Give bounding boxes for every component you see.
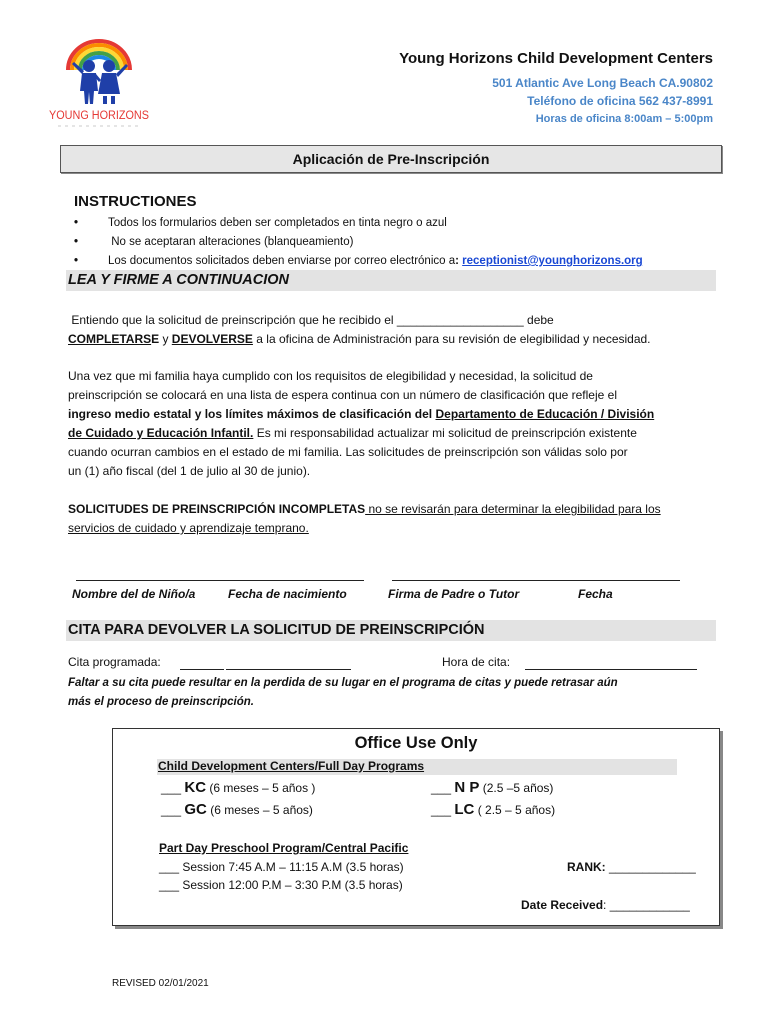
young-horizons-logo — [44, 36, 154, 131]
lea-paragraph-1: Entiendo que la solicitud de preinscripción que he recibido el ___________________ debe COMPLETARSE y DEVOLVERSE a la oficina de Administración para su revisión de elegibilidad y necesidad. — [68, 313, 651, 346]
rank-field[interactable]: RANK: _____________ — [567, 860, 696, 874]
bullet-icon: • — [74, 217, 79, 229]
scheduled-appointment-field-1[interactable] — [180, 669, 224, 670]
cita-warning: Faltar a su cita puede resultar en la perdida de su lugar en el programa de citas y puede retrasar aún más el proceso de preinscripción. — [68, 677, 618, 708]
org-phone: Teléfono de oficina 562 437-8991 — [527, 94, 713, 108]
revised-date: REVISED 02/01/2021 — [112, 978, 209, 989]
lea-paragraph-3: SOLICITUDES DE PREINSCRIPCIÓN INCOMPLETAS no se revisarán para determinar la elegibilidad para los servicios de cuidado y aprendizaje temprano. — [68, 502, 661, 535]
scheduled-appointment-label: Cita programada: — [68, 655, 161, 669]
instructions-list — [74, 214, 643, 271]
appointment-time-field[interactable] — [525, 669, 697, 670]
session-2-option[interactable]: ___ Session 12:00 P.M – 3:30 P.M (3.5 horas) — [159, 878, 403, 892]
lc-option[interactable]: ___ LC ( 2.5 – 5 años) — [431, 801, 556, 818]
email-link[interactable]: receptionist@younghorizons.org — [462, 255, 643, 267]
appointment-time-label: Hora de cita: — [442, 655, 511, 669]
kc-option[interactable]: ___ KC (6 meses – 5 años ) — [161, 779, 316, 796]
date-label: Fecha — [578, 587, 613, 601]
org-hours: Horas de oficina 8:00am – 5:00pm — [535, 113, 713, 125]
list-item: • Los documentos solicitados deben enviarse por correo electrónico a: receptionist@younghorizons.org — [74, 252, 643, 271]
child-name-label: Nombre del de Niño/a — [72, 587, 196, 601]
part-day-heading: Part Day Preschool Program/Central Pacific — [159, 841, 409, 855]
list-item: • Todos los formularios deben ser completados en tinta negro o azul — [74, 214, 643, 233]
dob-label: Fecha de nacimiento — [228, 587, 347, 601]
bullet-icon: • — [74, 236, 79, 248]
list-item: • No se aceptaran alteraciones (blanqueamiento) — [74, 233, 643, 252]
logo-wordmark: YOUNG HORIZONS — [49, 110, 150, 122]
lea-heading: LEA Y FIRME A CONTINUACION — [66, 270, 716, 291]
parent-signature-line[interactable] — [392, 580, 680, 581]
parent-signature-label: Firma de Padre o Tutor — [388, 587, 520, 601]
org-header — [399, 50, 713, 125]
office-use-title: Office Use Only — [354, 734, 478, 752]
bullet-icon: • — [74, 255, 79, 267]
child-signature-line[interactable] — [76, 580, 364, 581]
np-option[interactable]: ___ N P (2.5 –5 años) — [431, 779, 554, 796]
date-received-field[interactable]: Date Received: ____________ — [521, 898, 690, 912]
lea-paragraph-2: Una vez que mi familia haya cumplido con los requisitos de elegibilidad y necesidad, la solicitud de preinscripción se colocará en una lista de espera continua con un número de clasificación que refleje el ingreso medio estatal y los límites máximos de clasificación del Departamento de Educación / División de Cuidado y Educación Infantil. Es mi responsabilidad actualizar mi solicitud de preinscripción existente cuando ocurran cambios en el estado de mi familia. Las solicitudes de preinscripción son válidas solo por un (1) año fiscal (del 1 de julio al 30 de junio). — [68, 369, 655, 478]
instructions-heading: INSTRUCTIONES — [74, 193, 197, 210]
cdc-heading: Child Development Centers/Full Day Programs — [158, 759, 425, 773]
form-title: Aplicación de Pre-Inscripción — [60, 145, 722, 173]
scheduled-appointment-field-2[interactable] — [226, 669, 351, 670]
office-use-box — [112, 728, 720, 926]
org-name: Young Horizons Child Development Centers — [399, 50, 713, 67]
session-1-option[interactable]: ___ Session 7:45 A.M – 11:15 A.M (3.5 horas) — [159, 860, 404, 874]
gc-option[interactable]: ___ GC (6 meses – 5 años) — [161, 801, 313, 818]
org-address: 501 Atlantic Ave Long Beach CA.90802 — [492, 76, 713, 90]
cita-heading: CITA PARA DEVOLVER LA SOLICITUD DE PREINSCRIPCIÓN — [66, 620, 716, 641]
